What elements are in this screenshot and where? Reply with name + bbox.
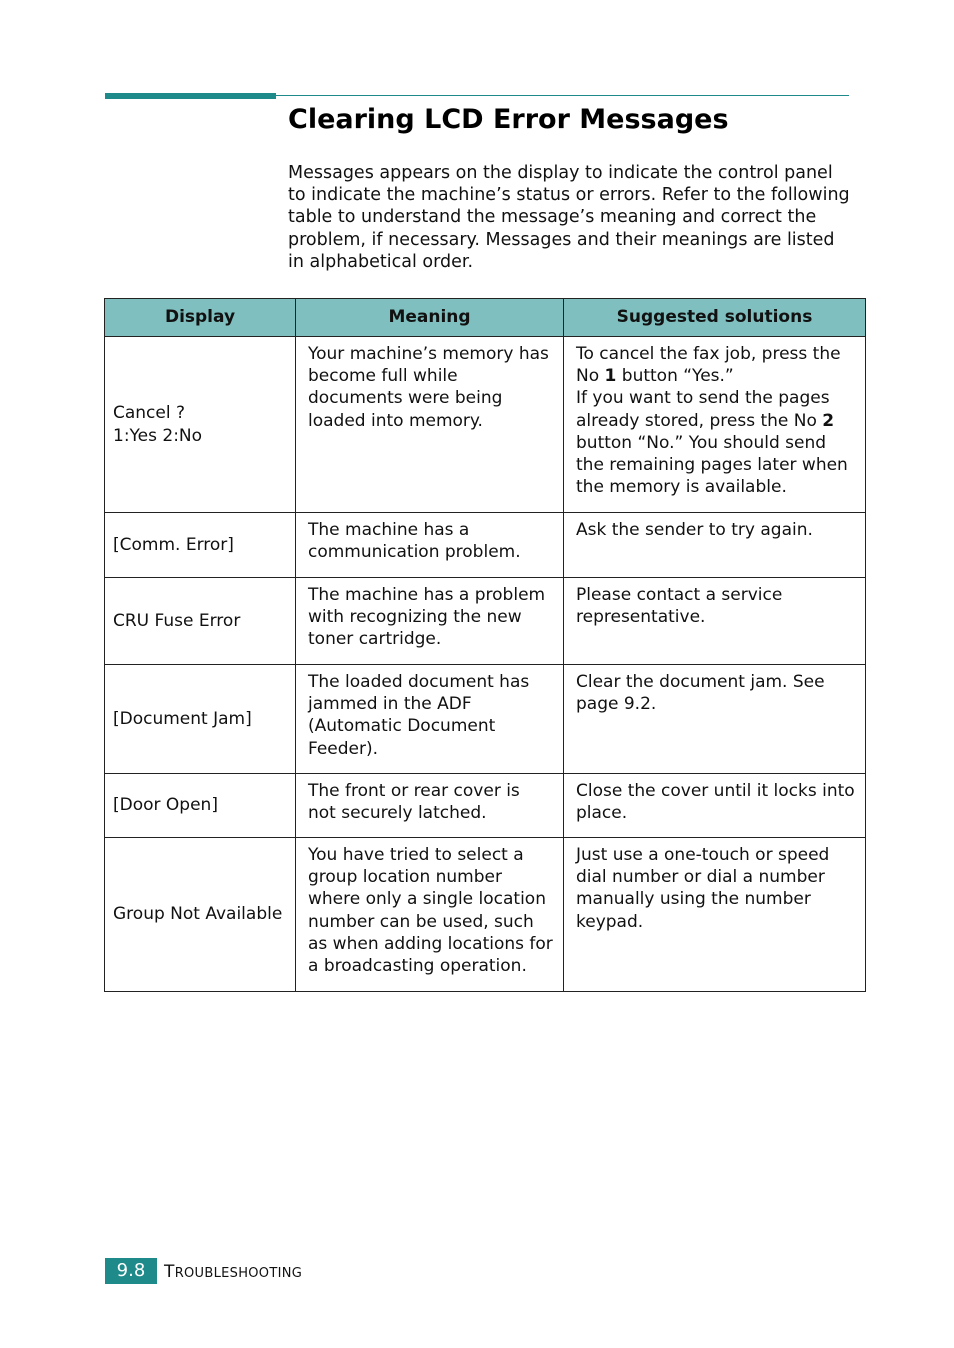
column-header-display: Display bbox=[105, 299, 296, 337]
button-number: 1 bbox=[604, 366, 617, 387]
solution-text: To cancel the fax job, press the No bbox=[576, 344, 841, 387]
table-row bbox=[105, 774, 866, 838]
solution-cell: Clear the document jam. See page 9.2. bbox=[564, 665, 866, 774]
button-number: 2 bbox=[822, 410, 835, 431]
display-cell: Group Not Available bbox=[105, 838, 296, 992]
solution-text: button “No.” You should send the remaining pages later when the memory is available. bbox=[576, 432, 848, 498]
page-number: 9.8 bbox=[105, 1258, 157, 1284]
header-rule bbox=[276, 95, 849, 96]
display-cell: [Door Open] bbox=[105, 774, 296, 838]
display-cell: [Document Jam] bbox=[105, 665, 296, 774]
solution-cell: Close the cover until it locks into place. bbox=[564, 774, 866, 838]
table-row bbox=[105, 838, 866, 992]
meaning-cell: The machine has a problem with recognizing the new toner cartridge. bbox=[296, 578, 564, 665]
column-header-meaning: Meaning bbox=[296, 299, 564, 337]
solution-text: button “Yes.” If you want to send the pages already stored, press the No bbox=[576, 366, 830, 431]
table-row bbox=[105, 337, 866, 513]
error-messages-table bbox=[104, 298, 866, 992]
meaning-cell: The loaded document has jammed in the ADF (Automatic Document Feeder). bbox=[296, 665, 564, 774]
meaning-cell: The front or rear cover is not securely latched. bbox=[296, 774, 564, 838]
table-row bbox=[105, 665, 866, 774]
solution-cell: Please contact a service representative. bbox=[564, 578, 866, 665]
table-row bbox=[105, 513, 866, 578]
section-name-rest: ROUBLESHOOTING bbox=[174, 1266, 303, 1281]
header-rule-accent bbox=[105, 93, 276, 99]
table-header-row bbox=[105, 299, 866, 337]
solution-cell bbox=[564, 337, 866, 513]
solution-cell: Just use a one-touch or speed dial number or dial a number manually using the number keypad. bbox=[564, 838, 866, 992]
page-title: Clearing LCD Error Messages bbox=[288, 104, 729, 135]
section-name-initial: T bbox=[164, 1262, 175, 1282]
solution-cell: Ask the sender to try again. bbox=[564, 513, 866, 578]
display-cell: [Comm. Error] bbox=[105, 513, 296, 578]
intro-paragraph: Messages appears on the display to indicate the control panel to indicate the machine’s status or errors. Refer to the following table to understand the message’s meaning and correct the problem, if necessary. Messages and their meanings are listed in alphabetical order. bbox=[288, 163, 850, 272]
display-cell: CRU Fuse Error bbox=[105, 578, 296, 665]
meaning-cell: The machine has a communication problem. bbox=[296, 513, 564, 578]
section-name bbox=[164, 1262, 302, 1282]
meaning-cell: You have tried to select a group location number where only a single location number can be used, such as when adding locations for a broadcasting operation. bbox=[296, 838, 564, 992]
meaning-cell: Your machine’s memory has become full while documents were being loaded into memory. bbox=[296, 337, 564, 513]
table-row bbox=[105, 578, 866, 665]
display-cell: Cancel ? 1:Yes 2:No bbox=[105, 337, 296, 513]
column-header-solutions: Suggested solutions bbox=[564, 299, 866, 337]
